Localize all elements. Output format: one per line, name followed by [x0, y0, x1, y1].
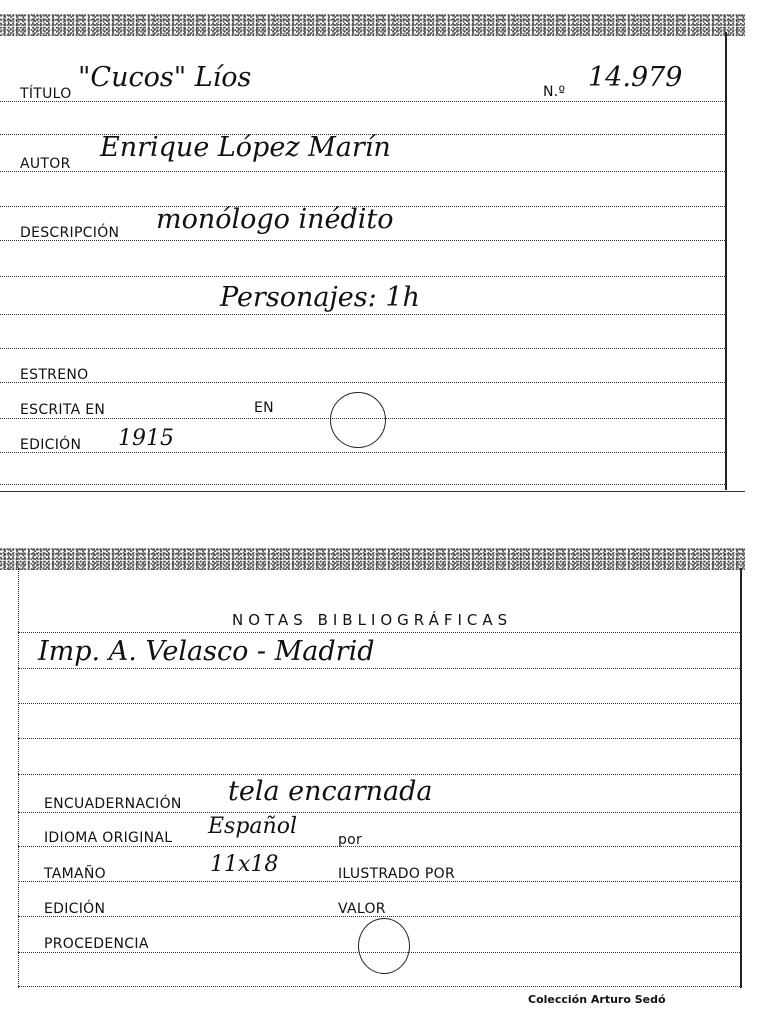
edicion-label: EDICIÓN — [44, 901, 106, 917]
ruled-line — [18, 668, 740, 669]
section-heading: NOTAS BIBLIOGRÁFICAS — [232, 611, 513, 629]
ruled-line — [18, 774, 740, 775]
titulo-value: "Cucos" Líos — [78, 62, 252, 93]
numero-value: 14.979 — [588, 62, 683, 93]
card-divider — [0, 491, 745, 492]
catalog-card-bottom — [0, 548, 745, 993]
ruled-line — [18, 812, 740, 813]
tamano-label: TAMAÑO — [44, 866, 106, 882]
estreno-label: ESTRENO — [20, 367, 89, 383]
edicion-label: EDICIÓN — [20, 437, 82, 453]
descripcion-label: DESCRIPCIÓN — [20, 225, 120, 241]
titulo-label: TÍTULO — [20, 86, 72, 102]
ruled-line — [0, 171, 725, 172]
ruled-line — [18, 738, 740, 739]
collection-footer: Colección Arturo Sedó — [528, 993, 666, 1006]
en-label: EN — [254, 400, 274, 416]
edicion-value: 1915 — [118, 426, 174, 451]
ruled-line — [0, 276, 725, 277]
ruled-line — [0, 452, 725, 453]
ruled-line — [18, 846, 740, 847]
ruled-line — [0, 484, 725, 485]
ruled-line — [0, 382, 725, 383]
circular-stamp — [330, 392, 386, 448]
procedencia-label: PROCEDENCIA — [44, 936, 149, 952]
tamano-value: 11x18 — [210, 852, 279, 877]
card-left-border — [18, 568, 19, 988]
ruled-line — [0, 101, 725, 102]
encuadernacion-value: tela encarnada — [228, 776, 433, 807]
ruled-line — [0, 348, 725, 349]
card-edge-texture — [0, 548, 745, 570]
idioma-label: IDIOMA ORIGINAL — [44, 830, 173, 846]
autor-value: Enrique López Marín — [100, 132, 391, 163]
ruled-line — [18, 986, 740, 987]
card-right-border — [740, 568, 742, 988]
valor-label: VALOR — [338, 901, 386, 917]
notas-value: Imp. A. Velasco - Madrid — [38, 636, 375, 667]
ruled-line — [18, 632, 740, 633]
catalog-card-top — [0, 14, 745, 490]
ilustrado-label: ILUSTRADO POR — [338, 866, 455, 882]
card-right-border — [725, 32, 727, 490]
por-label: por — [338, 832, 363, 848]
ruled-line — [18, 703, 740, 704]
card-edge-texture — [0, 14, 745, 36]
ruled-line — [0, 314, 725, 315]
circular-stamp — [358, 918, 410, 974]
descripcion-value: monólogo inédito — [156, 204, 394, 235]
personajes-value: Personajes: 1h — [220, 282, 420, 313]
escrita-en-label: ESCRITA EN — [20, 402, 106, 418]
idioma-value: Español — [208, 814, 297, 839]
encuadernacion-label: ENCUADERNACIÓN — [44, 796, 182, 812]
numero-label: N.º — [543, 84, 566, 100]
autor-label: AUTOR — [20, 156, 71, 172]
